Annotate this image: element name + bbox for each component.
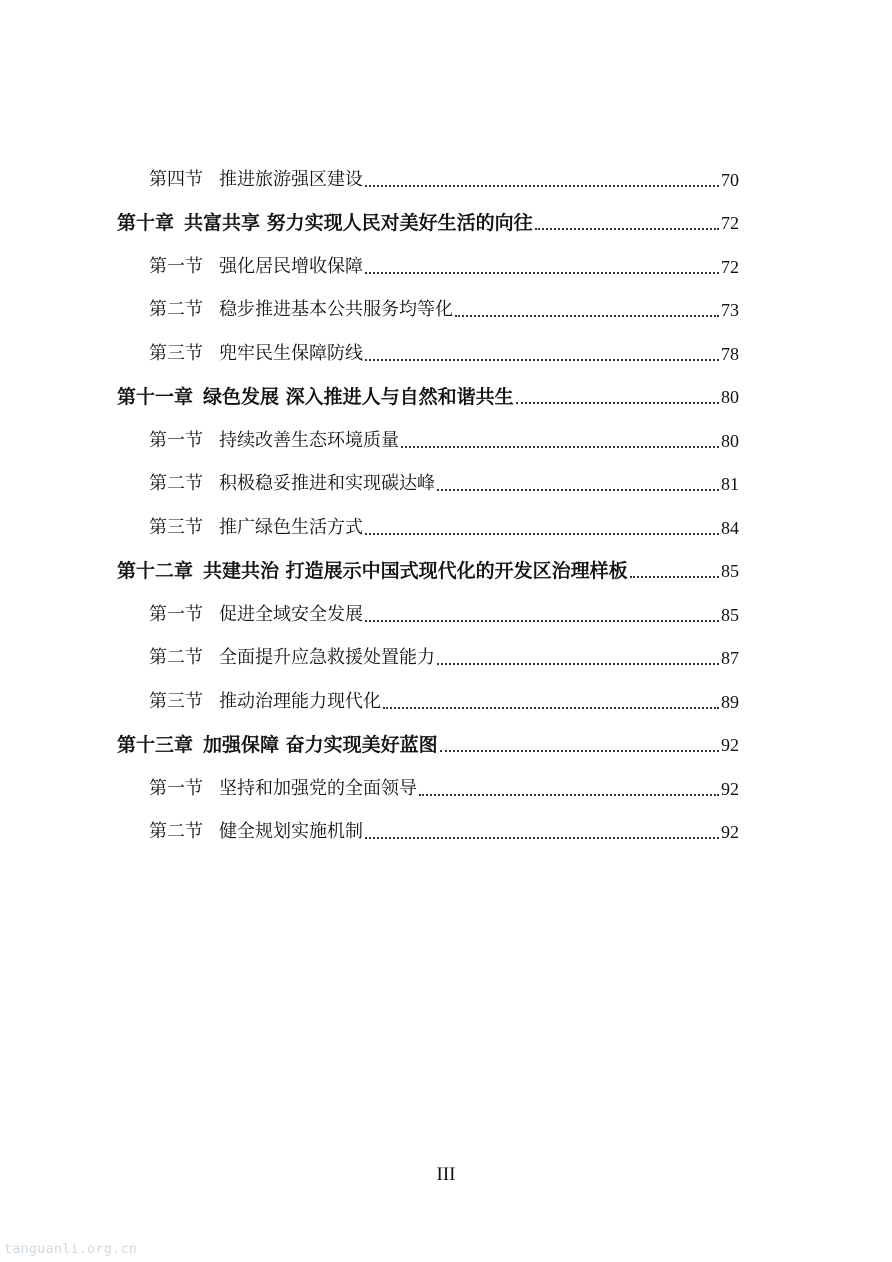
dot-leader [630, 572, 719, 578]
chapter-number: 第十二章 [117, 560, 194, 582]
toc-entry[interactable] [117, 379, 739, 409]
section-title: 稳步推进基本公共服务均等化 [219, 299, 453, 320]
toc-entry[interactable] [149, 292, 739, 322]
section-title: 持续改善生态环境质量 [219, 430, 399, 451]
page-ref: 92 [721, 822, 739, 842]
page-ref: 72 [721, 213, 739, 233]
toc-entry[interactable] [117, 553, 739, 583]
toc-entry-label [149, 516, 363, 540]
toc-entry-label [149, 168, 363, 192]
chapter-number: 第十章 [117, 212, 175, 234]
section-number: 第一节 [149, 778, 203, 799]
dot-leader [437, 659, 719, 665]
dot-leader [365, 355, 719, 361]
section-number: 第一节 [149, 604, 203, 625]
dot-leader [437, 485, 719, 491]
watermark-text: tanguanli.org.cn [4, 1242, 138, 1257]
section-title: 推进旅游强区建设 [219, 169, 363, 190]
page-ref: 72 [721, 257, 739, 277]
chapter-number: 第十一章 [117, 386, 194, 408]
page-ref: 85 [721, 605, 739, 625]
page-ref: 70 [721, 170, 739, 190]
toc-entry[interactable] [149, 597, 739, 627]
dot-leader [365, 833, 719, 839]
chapter-title: 加强保障 奋力实现美好蓝图 [203, 734, 438, 756]
section-number: 第二节 [149, 647, 203, 668]
dot-leader [365, 181, 719, 187]
chapter-title: 共富共享 努力实现人民对美好生活的向往 [184, 212, 533, 234]
chapter-title: 绿色发展 深入推进人与自然和谐共生 [203, 386, 514, 408]
dot-leader [383, 703, 719, 709]
toc-entry-label [149, 472, 435, 496]
dot-leader [455, 311, 719, 317]
toc-entry-label [117, 385, 514, 409]
section-number: 第一节 [149, 256, 203, 277]
section-title: 强化居民增收保障 [219, 256, 363, 277]
page-ref: 85 [721, 561, 739, 581]
toc-entry-label [149, 646, 435, 670]
toc-entry[interactable] [149, 814, 739, 844]
toc-entry-label [117, 211, 533, 235]
chapter-number: 第十三章 [117, 734, 194, 756]
toc-entry-label [149, 255, 363, 279]
toc-entry[interactable] [149, 466, 739, 496]
section-title: 兜牢民生保障防线 [219, 343, 363, 364]
dot-leader [440, 746, 719, 752]
toc-entry[interactable] [117, 727, 739, 757]
section-title: 积极稳妥推进和实现碳达峰 [219, 473, 435, 494]
section-title: 坚持和加强党的全面领导 [219, 778, 417, 799]
section-title: 推广绿色生活方式 [219, 517, 363, 538]
section-number: 第二节 [149, 299, 203, 320]
toc-entry[interactable] [149, 771, 739, 801]
toc-entry-label [149, 690, 381, 714]
dot-leader [365, 529, 719, 535]
section-title: 推动治理能力现代化 [219, 691, 381, 712]
page-ref: 73 [721, 300, 739, 320]
section-number: 第二节 [149, 473, 203, 494]
section-number: 第一节 [149, 430, 203, 451]
toc-entry[interactable] [149, 640, 739, 670]
toc-entry[interactable] [117, 205, 739, 235]
page-number: III [436, 1164, 456, 1185]
section-title: 全面提升应急救援处置能力 [219, 647, 435, 668]
toc-entry-label [149, 429, 399, 453]
section-number: 第三节 [149, 517, 203, 538]
toc-entry[interactable] [149, 162, 739, 192]
page-ref: 89 [721, 692, 739, 712]
toc-entry-label [149, 777, 417, 801]
section-title: 健全规划实施机制 [219, 821, 363, 842]
section-number: 第四节 [149, 169, 203, 190]
dot-leader [419, 790, 719, 796]
toc-entry-label [117, 559, 628, 583]
page-ref: 87 [721, 648, 739, 668]
toc-entry[interactable] [149, 336, 739, 366]
dot-leader [365, 268, 719, 274]
toc-entry-label [149, 603, 363, 627]
toc-entry[interactable] [149, 423, 739, 453]
page-ref: 81 [721, 474, 739, 494]
section-number: 第三节 [149, 691, 203, 712]
dot-leader [535, 224, 719, 230]
section-number: 第三节 [149, 343, 203, 364]
page-ref: 92 [721, 779, 739, 799]
dot-leader [401, 442, 719, 448]
page-ref: 84 [721, 518, 739, 538]
toc-entry[interactable] [149, 510, 739, 540]
toc-entry[interactable] [149, 249, 739, 279]
toc-entry-label [149, 298, 453, 322]
dot-leader [516, 398, 719, 404]
page-ref: 92 [721, 735, 739, 755]
toc-entry-label [149, 342, 363, 366]
page-ref: 80 [721, 431, 739, 451]
chapter-title: 共建共治 打造展示中国式现代化的开发区治理样板 [203, 560, 628, 582]
dot-leader [365, 616, 719, 622]
toc-entry-label [117, 733, 438, 757]
toc-entry[interactable] [149, 684, 739, 714]
section-number: 第二节 [149, 821, 203, 842]
page-ref: 78 [721, 344, 739, 364]
toc-entry-label [149, 820, 363, 844]
section-title: 促进全域安全发展 [219, 604, 363, 625]
page-ref: 80 [721, 387, 739, 407]
